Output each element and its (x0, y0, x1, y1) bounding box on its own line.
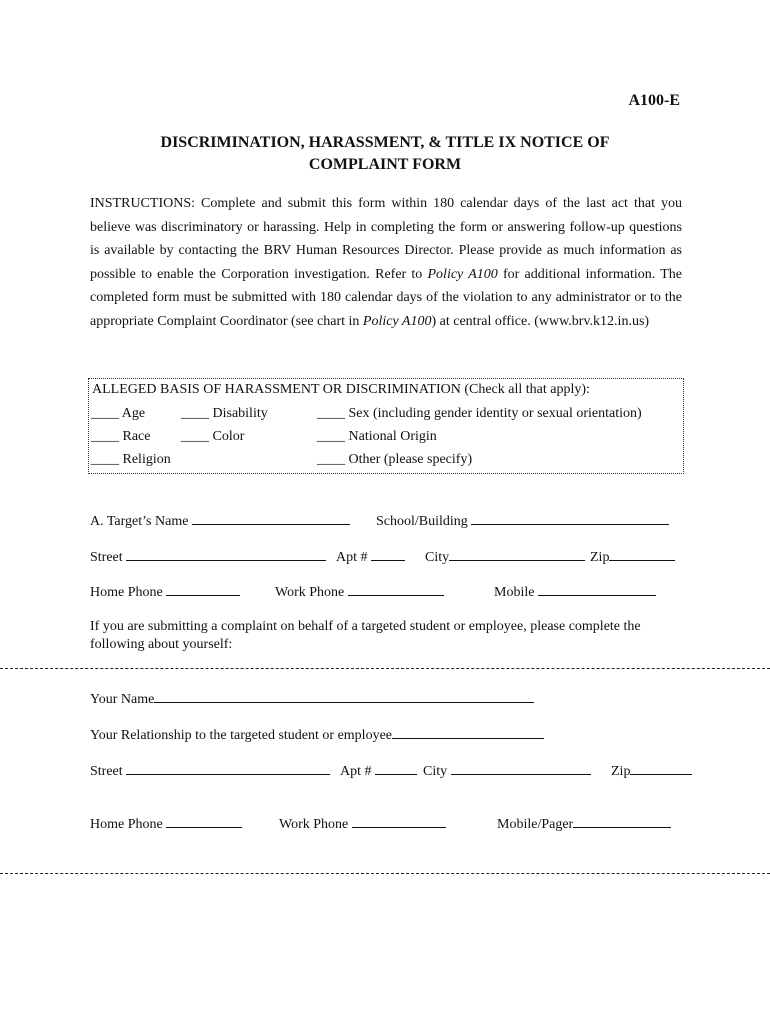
option-age[interactable] (91, 406, 145, 422)
option-label: Sex (including gender identity or sexual orientation) (348, 406, 642, 421)
form-code: A100-E (628, 92, 680, 109)
option-label: Race (122, 429, 151, 444)
option-blank[interactable]: ____ (317, 452, 345, 467)
relationship-field[interactable] (90, 726, 544, 744)
dashed-divider (0, 668, 770, 669)
your-name-field[interactable] (90, 690, 534, 708)
target-city-field[interactable] (425, 548, 585, 566)
street-label: Street (90, 550, 123, 565)
apt-label: Apt # (336, 550, 368, 565)
city-line[interactable] (451, 762, 591, 775)
mobile-line[interactable] (538, 583, 656, 596)
instructions-paragraph (90, 192, 682, 333)
relationship-line[interactable] (392, 726, 544, 739)
option-color[interactable] (181, 429, 244, 445)
your-name-label: Your Name (90, 692, 155, 707)
form-title-line-2: COMPLAINT FORM (308, 156, 462, 173)
target-name-line[interactable] (192, 512, 350, 525)
option-blank[interactable]: ____ (317, 406, 345, 421)
mobile-label: Mobile (494, 585, 535, 600)
instructions-text-1: INSTRUCTIONS: Complete and submit this form within 180 calendar days of the last act that you believe was discriminatory or harassing. Help in completing the form or answering follow-up questions is available by contacting the BRV Human Resources Director. Please provide as much information as possible to enable the Corporation investigation. Refer to (90, 196, 682, 282)
your-work-phone-field[interactable] (279, 815, 446, 833)
zip-label: Zip (611, 764, 631, 779)
instructions-text-3: ) at central office. (www.brv.k12.in.us) (431, 313, 650, 329)
mobile-line[interactable] (573, 815, 671, 828)
option-national-origin[interactable] (317, 429, 437, 445)
street-label: Street (90, 764, 123, 779)
option-blank[interactable]: ____ (181, 406, 209, 421)
zip-label: Zip (590, 550, 610, 565)
school-building-label: School/Building (376, 514, 468, 529)
policy-reference-1: Policy A100 (427, 266, 498, 282)
option-label: Other (please specify) (348, 452, 473, 467)
your-apt-field[interactable] (340, 762, 417, 780)
option-label: National Origin (348, 429, 437, 444)
city-line[interactable] (449, 548, 585, 561)
school-building-field[interactable] (376, 512, 669, 530)
your-mobile-field[interactable] (497, 815, 671, 833)
work-phone-line[interactable] (348, 583, 444, 596)
basis-checklist-title: ALLEGED BASIS OF HARASSMENT OR DISCRIMINATION (Check all that apply): (92, 382, 590, 397)
target-zip-field[interactable] (590, 548, 675, 566)
relationship-label: Your Relationship to the targeted student or employee (90, 728, 392, 743)
on-behalf-instructions: If you are submitting a complaint on behalf of a targeted student or employee, please complete the following about yourself: (90, 619, 641, 652)
target-home-phone-field[interactable] (90, 583, 240, 601)
policy-reference-2: Policy A100 (362, 313, 432, 329)
mobile-label: Mobile/Pager (497, 817, 574, 832)
home-phone-line[interactable] (166, 815, 242, 828)
option-label: Disability (212, 406, 268, 421)
zip-line[interactable] (630, 762, 692, 775)
instructions-text-2: for additional information. The completed form must be submitted with 180 calendar days of the violation to any administrator or to the appropriate Complaint Coordinator (see chart in (90, 266, 682, 329)
street-line[interactable] (126, 548, 326, 561)
option-label: Age (121, 406, 146, 421)
your-city-field[interactable] (423, 762, 591, 780)
option-blank[interactable]: ____ (91, 406, 119, 421)
dashed-divider (0, 873, 770, 874)
zip-line[interactable] (609, 548, 675, 561)
option-religion[interactable] (91, 452, 171, 468)
your-zip-field[interactable] (611, 762, 692, 780)
apt-line[interactable] (371, 548, 405, 561)
target-name-field[interactable] (90, 512, 350, 530)
target-mobile-field[interactable] (494, 583, 656, 601)
option-blank[interactable]: ____ (91, 452, 119, 467)
option-sex[interactable] (317, 406, 642, 422)
work-phone-label: Work Phone (275, 585, 345, 600)
basis-checklist-box (88, 378, 684, 474)
home-phone-label: Home Phone (90, 585, 163, 600)
option-blank[interactable]: ____ (317, 429, 345, 444)
street-line[interactable] (126, 762, 330, 775)
option-label: Color (212, 429, 245, 444)
option-label: Religion (122, 452, 171, 467)
target-apt-field[interactable] (336, 548, 405, 566)
work-phone-label: Work Phone (279, 817, 349, 832)
your-street-field[interactable] (90, 762, 330, 780)
option-blank[interactable]: ____ (91, 429, 119, 444)
form-title-line-1: DISCRIMINATION, HARASSMENT, & TITLE IX NOTICE OF (160, 134, 610, 151)
home-phone-label: Home Phone (90, 817, 163, 832)
option-disability[interactable] (181, 406, 268, 422)
target-street-field[interactable] (90, 548, 326, 566)
target-work-phone-field[interactable] (275, 583, 444, 601)
apt-label: Apt # (340, 764, 372, 779)
city-label: City (423, 764, 448, 779)
your-home-phone-field[interactable] (90, 815, 242, 833)
option-race[interactable] (91, 429, 150, 445)
school-building-line[interactable] (471, 512, 669, 525)
city-label: City (425, 550, 450, 565)
target-name-label: A. Target’s Name (90, 514, 189, 529)
home-phone-line[interactable] (166, 583, 240, 596)
work-phone-line[interactable] (352, 815, 446, 828)
apt-line[interactable] (375, 762, 417, 775)
option-other[interactable] (317, 452, 472, 468)
option-blank[interactable]: ____ (181, 429, 209, 444)
your-name-line[interactable] (154, 690, 534, 703)
